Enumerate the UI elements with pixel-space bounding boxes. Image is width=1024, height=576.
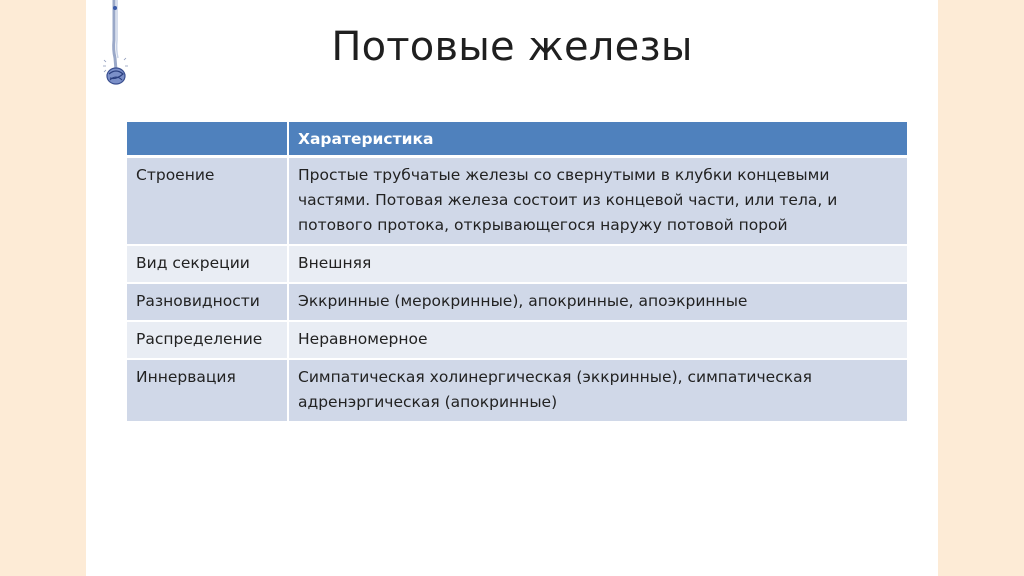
table-row — [127, 321, 907, 359]
row-label: Вид секреции — [127, 245, 288, 283]
row-value: Неравномерное — [288, 321, 907, 359]
table-row — [127, 283, 907, 321]
table-row — [127, 359, 907, 422]
row-label: Иннервация — [127, 359, 288, 422]
row-label: Распределение — [127, 321, 288, 359]
row-value: Внешняя — [288, 245, 907, 283]
header-cell-characteristic: Харатеристика — [288, 122, 907, 157]
row-value: Симпатическая холинергическая (эккринные), симпатическая адренэргическая (апокринные) — [288, 359, 907, 422]
row-label: Разновидности — [127, 283, 288, 321]
table-row — [127, 245, 907, 283]
table-row — [127, 157, 907, 246]
page-title: Потовые железы — [331, 24, 693, 70]
row-value: Простые трубчатые железы со свернутыми в клубки концевыми частями. Потовая железа состоит из концевой части, или тела, и потового протока, открывающегося наружу потовой порой — [288, 157, 907, 246]
row-value: Эккринные (мерокринные), апокринные, апоэкринные — [288, 283, 907, 321]
row-label: Строение — [127, 157, 288, 246]
gland-properties-table — [127, 122, 907, 423]
header-cell-empty — [127, 122, 288, 157]
table-header-row — [127, 122, 907, 157]
